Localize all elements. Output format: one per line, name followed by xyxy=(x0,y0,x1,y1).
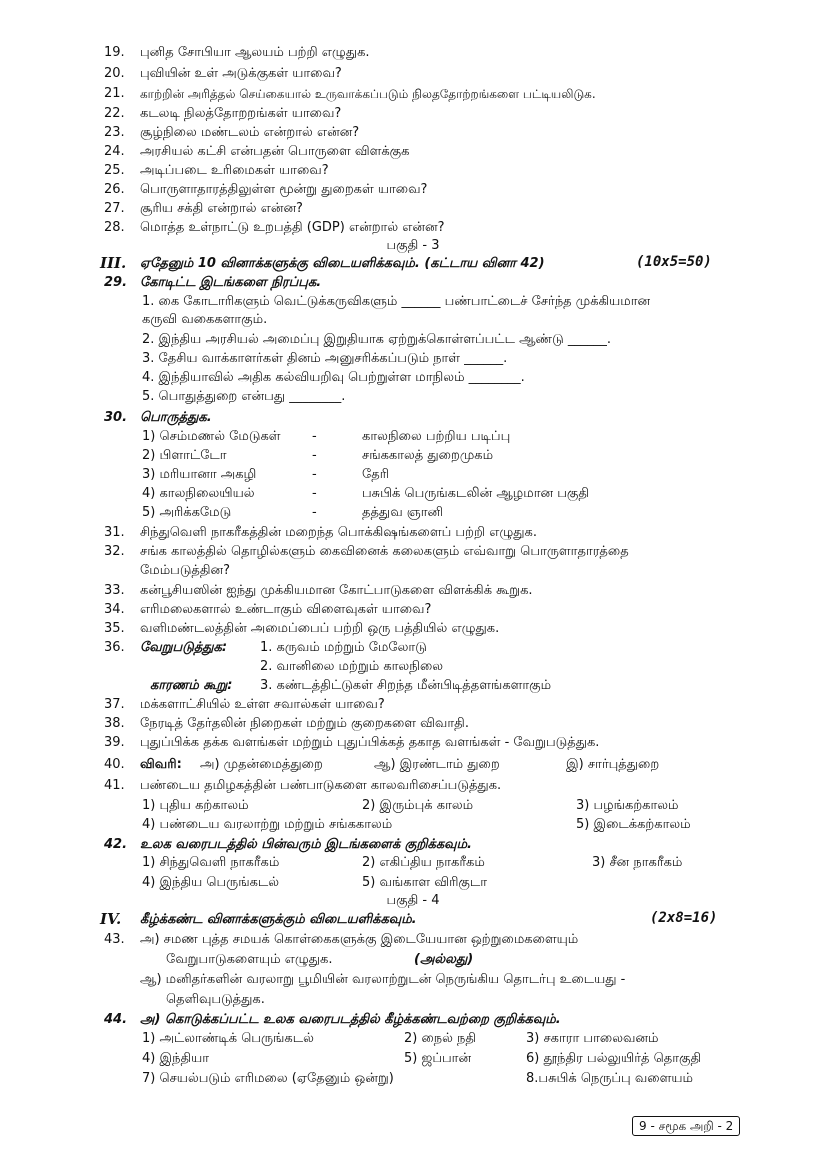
q42-option: 3) சீன நாகரீகம் xyxy=(592,855,683,870)
question-text: சூரிய சக்தி என்றால் என்ன? xyxy=(140,201,303,216)
q36-label-distinguish: வேறுபடுத்துக: xyxy=(140,640,228,655)
question-text: மக்களாட்சியில் உள்ள சவால்கள் யாவை? xyxy=(140,697,385,712)
match-left: 2) பிளாட்டோ xyxy=(142,448,227,463)
match-right: தேரி xyxy=(362,467,390,482)
match-left: 5) அரிக்கமேடு xyxy=(142,505,232,520)
question-number: 43. xyxy=(104,932,125,947)
part4-marks: (2x8=16) xyxy=(650,910,718,926)
part4-heading: பகுதி - 4 xyxy=(386,893,440,908)
q29-item: 2. இந்திய அரசியல் அமைப்பு இறுதியாக ஏற்றுக்கொள்ளப்பட்ட ஆண்டு ______. xyxy=(142,332,611,347)
question-text: சூழ்நிலை மண்டலம் என்றால் என்ன? xyxy=(140,125,360,140)
match-left: 4) காலநிலையியல் xyxy=(142,486,255,501)
question-text: உலக வரைபடத்தில் பின்வரும் இடங்களைக் குறிக்கவும். xyxy=(140,837,472,852)
q29-item: 5. பொதுத்துறை என்பது ________. xyxy=(142,389,346,404)
question-number: 19. xyxy=(104,45,125,60)
question-number: 24. xyxy=(104,144,125,159)
q43-line: ஆ) மனிதர்களின் வரலாறு பூமியின் வரலாற்றுடன் நெருங்கிய தொடர்பு உடையது - xyxy=(140,972,626,987)
part4-instruction: கீழ்க்கண்ட வினாக்களுக்கும் விடையளிக்கவும். xyxy=(140,912,417,927)
match-dash: - xyxy=(312,467,317,482)
question-number: 42. xyxy=(104,837,128,852)
q40-option: அ) முதன்மைத்துறை xyxy=(200,757,323,772)
q44-option: 7) செயல்படும் எரிமலை (ஏதேனும் ஒன்று) xyxy=(142,1071,394,1086)
match-dash: - xyxy=(312,429,317,444)
q43-or: (அல்லது) xyxy=(414,952,474,967)
question-number: 28. xyxy=(104,220,125,235)
question-number: 20. xyxy=(104,66,125,81)
question-number: 31. xyxy=(104,525,125,540)
question-number: 32. xyxy=(104,544,125,559)
part3-marks: (10x5=50) xyxy=(636,254,712,270)
q42-option: 2) எகிப்திய நாகரீகம் xyxy=(362,855,485,870)
match-right: சங்ககாலத் துறைமுகம் xyxy=(362,448,494,463)
match-right: பசுபிக் பெருங்கடலின் ஆழமான பகுதி xyxy=(362,486,590,501)
question-number: 30. xyxy=(104,410,128,425)
q29-item: 4. இந்தியாவில் அதிக கல்வியறிவு பெற்றுள்ள மாநிலம் ________. xyxy=(142,370,525,385)
question-number: 41. xyxy=(104,778,125,793)
question-text: மொத்த உள்நாட்டு உறபத்தி (GDP) என்றால் என்ன? xyxy=(140,220,445,235)
question-text: கடலடி நிலத்தோறறங்கள் யாவை? xyxy=(140,106,342,121)
q41-option: 4) பண்டைய வரலாற்று மற்றும் சங்ககாலம் xyxy=(142,817,393,832)
q44-option: 5) ஜப்பான் xyxy=(404,1051,472,1066)
q44-option: 2) நைல் நதி xyxy=(404,1031,477,1046)
q42-option: 1) சிந்துவெளி நாகரீகம் xyxy=(142,855,280,870)
q36-item: 2. வானிலை மற்றும் காலநிலை xyxy=(260,659,444,674)
question-text: வளிமண்டலத்தின் அமைப்பைப் பற்றி ஒரு பத்தியில் எழுதுக. xyxy=(140,621,500,636)
question-number: 34. xyxy=(104,602,125,617)
question-number: 38. xyxy=(104,716,125,731)
question-number: 44. xyxy=(104,1012,128,1027)
question-text: காற்றின் அரித்தல் செய்கையால் உருவாக்கப்படும் நிலததோற்றங்களை பட்டியலிடுக. xyxy=(140,87,596,101)
question-text: புதுப்பிக்க தக்க வளங்கள் மற்றும் புதுப்பிக்கத் தகாத வளங்கள் - வேறுபடுத்துக. xyxy=(140,735,600,750)
q41-option: 2) இரும்புக் காலம் xyxy=(362,798,474,813)
q41-option: 3) பழங்கற்காலம் xyxy=(576,798,679,813)
q44-option: 6) தூந்திர பல்லுயிர்த் தொகுதி xyxy=(526,1051,702,1066)
q44-option: 3) சகாரா பாலைவனம் xyxy=(526,1031,659,1046)
question-number: 27. xyxy=(104,201,125,216)
question-number: 37. xyxy=(104,697,125,712)
q43-line: அ) சமண புத்த சமயக் கொள்கைகளுக்கு இடையேயான ஒற்றுமைகளையும் xyxy=(140,932,579,947)
question-number: 29. xyxy=(104,275,128,290)
match-dash: - xyxy=(312,505,317,520)
q44-option: 1) அட்லாண்டிக் பெருங்கடல் xyxy=(142,1031,314,1046)
q36-label-reason: காரணம் கூறு: xyxy=(150,678,233,693)
question-number: 22. xyxy=(104,106,125,121)
q30-title: பொருத்துக. xyxy=(140,410,212,425)
match-dash: - xyxy=(312,448,317,463)
question-text: சங்க காலத்தில் தொழில்களும் கைவினைக் கலைகளும் எவ்வாறு பொருளாதாரத்தை xyxy=(140,544,629,559)
q41-option: 1) புதிய கற்காலம் xyxy=(142,798,249,813)
q43-line: வேறுபாடுகளையும் எழுதுக. xyxy=(166,952,333,967)
q29-item: 1. கை கோடாரிகளும் வெட்டுக்கருவிகளும் ______ பண்பாட்டைச் சேர்ந்த முக்கியமான xyxy=(142,294,651,309)
question-text: புனித சோபியா ஆலயம் பற்றி எழுதுக. xyxy=(140,45,370,60)
question-number: 23. xyxy=(104,125,125,140)
match-left: 3) மரியானா அகழி xyxy=(142,467,257,482)
page-footer-code: 9 - சமூக அறி - 2 xyxy=(632,1116,740,1136)
q36-item: 1. கருவம் மற்றும் மேலோடு xyxy=(260,640,427,655)
question-number: 21. xyxy=(104,86,125,101)
question-number: 26. xyxy=(104,182,125,197)
part3-heading: பகுதி - 3 xyxy=(386,238,440,253)
q29-item: 3. தேசிய வாக்காளர்கள் தினம் அனுசரிக்கப்படும் நாள் ______. xyxy=(142,351,508,366)
q44-option: 8.பசுபிக் நெருப்பு வளையம் xyxy=(526,1071,693,1086)
match-right: தத்துவ ஞானி xyxy=(362,505,444,520)
q40-option: இ) சார்புத்துறை xyxy=(566,757,660,772)
q41-option: 5) இடைக்கற்காலம் xyxy=(576,817,691,832)
match-left: 1) செம்மணல் மேடுகள் xyxy=(142,429,281,444)
question-text: அரசியல் கட்சி என்பதன் பொருளை விளக்குக xyxy=(140,144,410,159)
question-text: புவியின் உள் அடுக்குகள் யாவை? xyxy=(140,66,342,81)
question-text: கன்பூசியஸின் ஐந்து முக்கியமான கோட்பாடுகளை விளக்கிக் கூறுக. xyxy=(140,583,533,598)
question-text: பொருளாதாரத்திலுள்ள மூன்று துறைகள் யாவை? xyxy=(140,182,428,197)
part3-instruction: ஏதேனும் 10 வினாக்களுக்கு விடையளிக்கவும். (கட்டாய வினா 42) xyxy=(140,256,545,271)
q40-label: விவரி: xyxy=(140,757,182,772)
q42-option: 4) இந்திய பெருங்கடல் xyxy=(142,875,280,890)
part3-roman-numeral: III. xyxy=(100,254,127,272)
question-number: 35. xyxy=(104,621,125,636)
part4-roman-numeral: IV. xyxy=(100,910,122,928)
question-number: 39. xyxy=(104,735,125,750)
question-number: 33. xyxy=(104,583,125,598)
question-text: நேரடித் தேர்தலின் நிறைகள் மற்றும் குறைகளை விவாதி. xyxy=(140,716,469,731)
q43-line: தெளிவுபடுத்துக. xyxy=(166,992,265,1007)
q42-option: 5) வங்காள விரிகுடா xyxy=(362,875,488,890)
match-right: காலநிலை பற்றிய படிப்பு xyxy=(362,429,511,444)
q44-option: 4) இந்தியா xyxy=(142,1051,210,1066)
q40-option: ஆ) இரண்டாம் துறை xyxy=(374,757,500,772)
question-text: அ) கொடுக்கப்பட்ட உலக வரைபடத்தில் கீழ்க்கண்டவற்றை குறிக்கவும். xyxy=(140,1012,561,1027)
question-text: சிந்துவெளி நாகரீகத்தின் மறைந்த பொக்கிஷங்களைப் பற்றி எழுதுக. xyxy=(140,525,537,540)
question-text: அடிப்படை உரிமைகள் யாவை? xyxy=(140,163,329,178)
question-number: 36. xyxy=(104,640,125,655)
question-text-cont: மேம்படுத்தின? xyxy=(140,563,231,578)
match-dash: - xyxy=(312,486,317,501)
q29-title: கோடிட்ட இடங்களை நிரப்புக. xyxy=(140,275,322,290)
q29-item: கருவி வகைகளாகும். xyxy=(142,312,268,327)
question-number: 40. xyxy=(104,757,125,772)
question-number: 25. xyxy=(104,163,125,178)
q36-item: 3. கண்டத்திட்டுகள் சிறந்த மீன்பிடித்தளங்களாகும் xyxy=(260,678,552,693)
question-text: பண்டைய தமிழகத்தின் பண்பாடுகளை காலவரிசைப்படுத்துக. xyxy=(140,778,502,793)
question-text: எரிமலைகளால் உண்டாகும் விளைவுகள் யாவை? xyxy=(140,602,432,617)
